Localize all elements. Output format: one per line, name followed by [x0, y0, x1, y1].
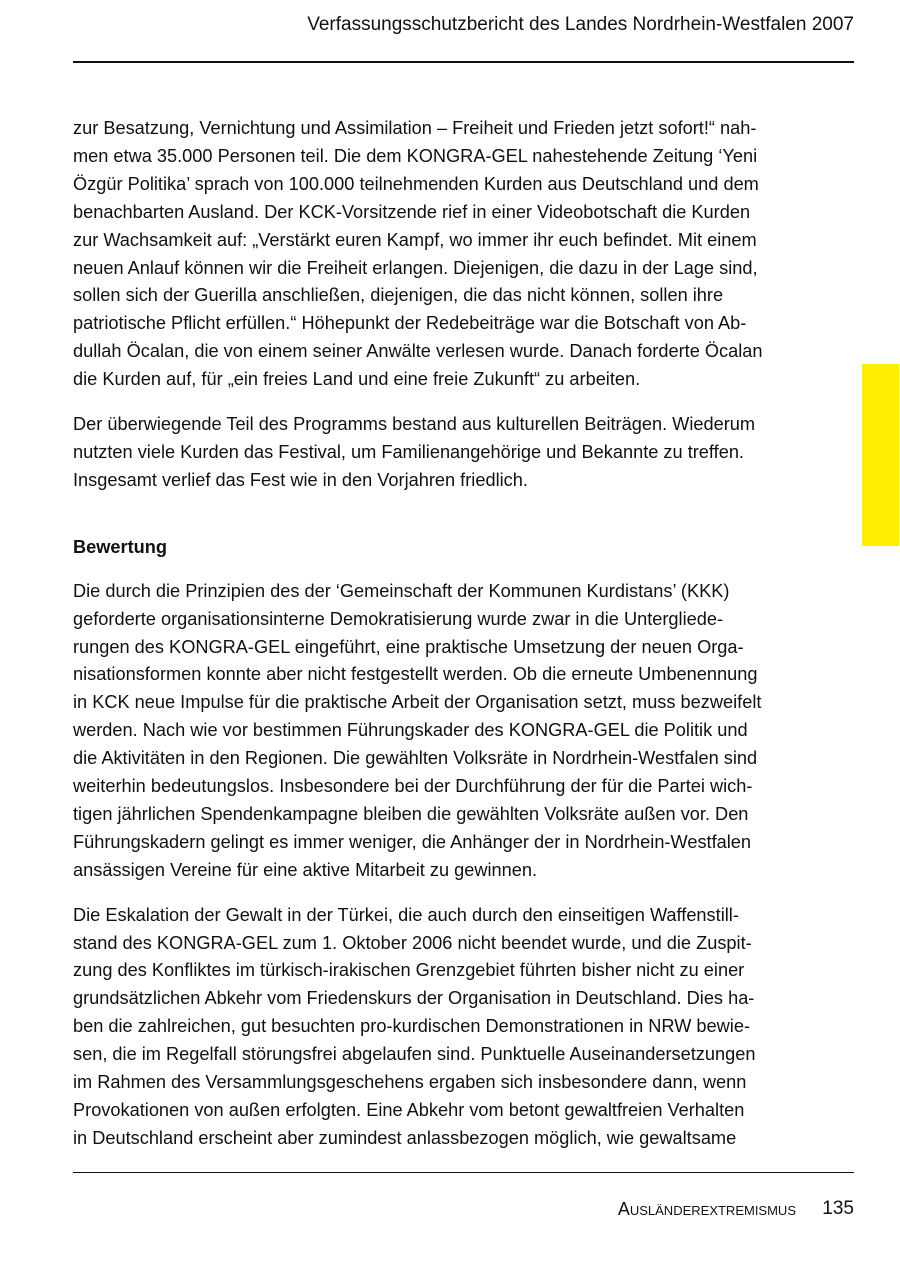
text-line: grundsätzlichen Abkehr vom Friedenskurs der Organisation in Deutschland. Dies ha- [73, 988, 755, 1009]
footer-section-title: Ausländerextremismus [617, 1199, 796, 1219]
text-line: die Kurden auf, für „ein freies Land und eine freie Zukunft“ zu arbeiten. [73, 369, 641, 390]
section-heading: Bewertung [73, 536, 167, 557]
text-line: werden. Nach wie vor bestimmen Führungskader des KONGRA-GEL die Politik und [73, 720, 748, 741]
text-line: ben die zahlreichen, gut besuchten pro-kurdischen Demonstrationen in NRW bewie- [73, 1016, 751, 1037]
header-divider [73, 61, 854, 63]
text-line: die Aktivitäten in den Regionen. Die gewählten Volksräte in Nordrhein-Westfalen sind [73, 748, 758, 769]
text-line: stand des KONGRA-GEL zum 1. Oktober 2006 nicht beendet wurde, und die Zuspit- [73, 932, 752, 953]
page-number: 135 [822, 1198, 854, 1219]
text-line: neuen Anlauf können wir die Freiheit erlangen. Diejenigen, die dazu in der Lage sind, [73, 257, 758, 278]
text-line: nisationsformen konnte aber nicht festgestellt werden. Ob die erneute Umbenennung [73, 664, 758, 685]
text-line: in KCK neue Impulse für die praktische Arbeit der Organisation setzt, muss bezweifelt [73, 692, 762, 713]
text-line: Insgesamt verlief das Fest wie in den Vorjahren friedlich. [73, 469, 528, 490]
text-line: sollen sich der Guerilla anschließen, diejenigen, die das nicht können, sollen ihre [73, 285, 724, 306]
text-line: dullah Öcalan, die von einem seiner Anwälte verlesen wurde. Danach forderte Öcalan [73, 341, 763, 362]
text-line: weiterhin bedeutungslos. Insbesondere bei der Durchführung der für die Partei wich- [73, 776, 753, 797]
text-line: zur Wachsamkeit auf: „Verstärkt euren Kampf, wo immer ihr euch befindet. Mit einem [73, 229, 757, 250]
text-line: Führungskadern gelingt es immer weniger, die Anhänger der in Nordrhein-Westfalen [73, 831, 752, 852]
text-line: Die durch die Prinzipien des der ‘Gemeinschaft der Kommunen Kurdistans’ (KKK) [73, 580, 730, 601]
page-body [73, 115, 833, 1153]
text-line: nutzten viele Kurden das Festival, um Familienangehörige und Bekannte zu treffen. [73, 441, 744, 462]
text-line: Provokationen von außen erfolgten. Eine Abkehr vom betont gewaltfreien Verhalten [73, 1100, 745, 1120]
text-line: Özgür Politika’ sprach von 100.000 teilnehmenden Kurden aus Deutschland und dem [73, 173, 759, 194]
footer-divider [73, 1172, 854, 1173]
chapter-marker-tab [862, 364, 899, 546]
text-line: im Rahmen des Versammlungsgeschehens ergaben sich insbesondere dann, wenn [73, 1072, 747, 1093]
text-line: Der überwiegende Teil des Programms bestand aus kulturellen Beiträgen. Wiederum [73, 414, 756, 435]
text-line: rungen des KONGRA-GEL eingeführt, eine praktische Umsetzung der neuen Orga- [73, 636, 744, 657]
text-line: Die Eskalation der Gewalt in der Türkei, die auch durch den einseitigen Waffenstill- [73, 904, 739, 925]
text-line: patriotische Pflicht erfüllen.“ Höhepunkt der Redebeiträge war die Botschaft von Ab- [73, 313, 747, 334]
text-line: zung des Konfliktes im türkisch-irakischen Grenzgebiet führten bisher nicht zu einer [73, 960, 745, 981]
text-line: men etwa 35.000 Personen teil. Die dem KONGRA-GEL nahestehende Zeitung ‘Yeni [73, 145, 758, 166]
paragraph-assessment-violence [73, 902, 833, 1153]
text-line: benachbarten Ausland. Der KCK-Vorsitzende rief in einer Videobotschaft die Kurden [73, 201, 751, 222]
paragraph-festival-report [73, 115, 833, 394]
text-line: geforderte organisationsinterne Demokratisierung wurde zwar in die Untergliede- [73, 608, 724, 629]
text-line: ansässigen Vereine für eine aktive Mitarbeit zu gewinnen. [73, 859, 538, 880]
text-line: tigen jährlichen Spendenkampagne bleiben die gewählten Volksräte außen vor. Den [73, 803, 749, 824]
text-line: in Deutschland erscheint aber zumindest anlassbezogen möglich, wie gewaltsame [73, 1127, 737, 1148]
text-line: zur Besatzung, Vernichtung und Assimilation – Freiheit und Frieden jetzt sofort!“ nah- [73, 118, 757, 138]
running-header-title: Verfassungsschutzbericht des Landes Nordrhein-Westfalen 2007 [307, 14, 854, 35]
text-line: sen, die im Regelfall störungsfrei abgelaufen sind. Punktuelle Auseinandersetzungen [73, 1044, 756, 1065]
paragraph-assessment-organisation [73, 578, 833, 885]
paragraph-festival-program [73, 411, 833, 495]
